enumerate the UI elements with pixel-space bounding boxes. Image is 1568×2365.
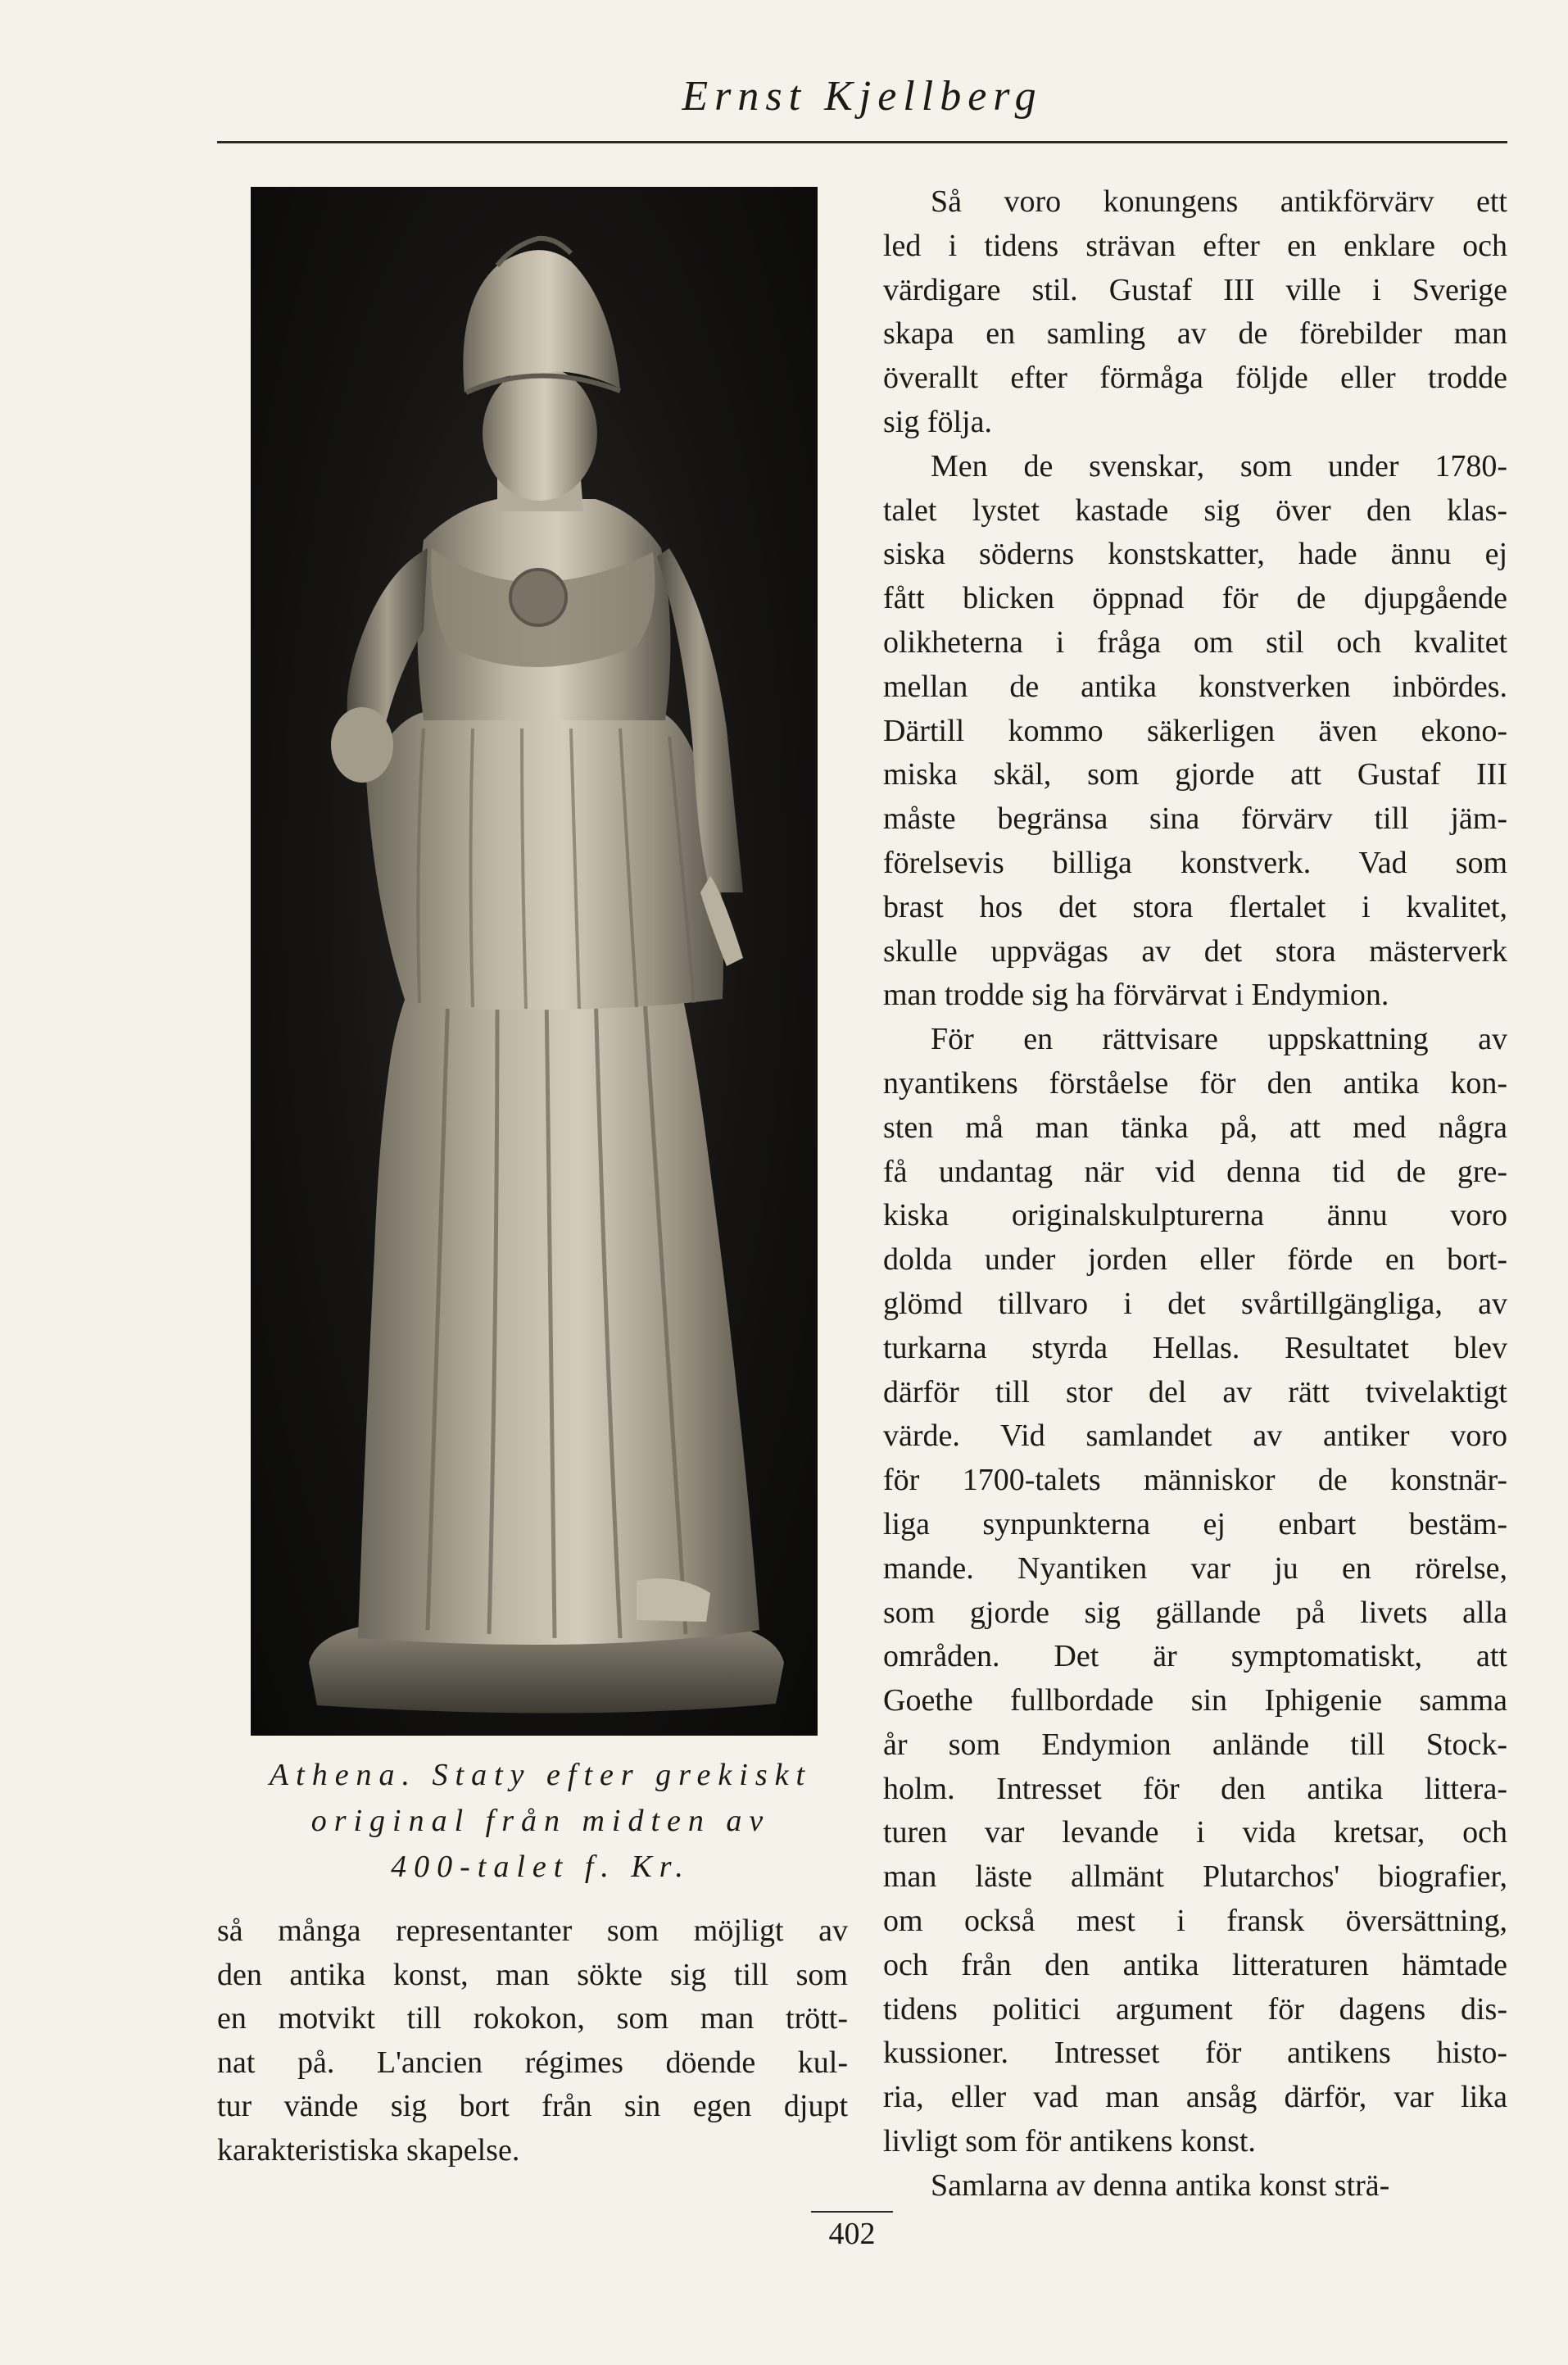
text-line: tidens politici argument för dagens dis-: [883, 1991, 1507, 2027]
text-line: skulle uppvägas av det stora mästerverk: [883, 933, 1507, 969]
text-line: för 1700-talets människor de konstnär-: [883, 1463, 1507, 1498]
text-line: områden. Det är symptomatiskt, att: [883, 1639, 1507, 1674]
text-line: en motvikt till rokokon, som man trött-: [217, 2001, 848, 2036]
text-line: Goethe fullbordade sin Iphigenie samma: [883, 1683, 1507, 1718]
statue-helmet: [463, 250, 620, 393]
text-line: brast hos det stora flertalet i kvalitet,: [883, 889, 1507, 924]
text-line: fått blicken öppnad för de djupgående: [883, 581, 1507, 616]
text-line: tur vände sig bort från sin egen djupt: [217, 2089, 848, 2124]
text-line: och från den antika litteraturen hämtade: [883, 1947, 1507, 1982]
statue-skirt: [358, 974, 759, 1645]
caption-line: original från midten av: [310, 1804, 771, 1838]
text-line: livligt som för antikens konst.: [883, 2124, 1256, 2159]
text-line: därför till stor del av rätt tvivelaktigt: [883, 1374, 1507, 1409]
text-line: kussioner. Intresset för antikens histo-: [883, 2036, 1507, 2071]
text-line: Men de svenskar, som under 1780-: [931, 448, 1507, 483]
text-line: dolda under jorden eller förde en bort-: [883, 1242, 1507, 1278]
text-line: värdigare stil. Gustaf III ville i Sverige: [883, 272, 1507, 307]
text-line: talet lystet kastade sig över den klas-: [883, 493, 1507, 528]
gorgoneion: [510, 570, 566, 625]
right-column-text: [883, 180, 1507, 2208]
text-line: om också mest i fransk översättning,: [883, 1904, 1507, 1939]
text-line: kiska originalskulpturerna ännu voro: [883, 1198, 1507, 1233]
text-line: man trodde sig ha förvärvat i Endymion.: [883, 978, 1389, 1013]
text-line: som gjorde sig gällande på livets alla: [883, 1595, 1507, 1630]
text-line: led i tidens strävan efter en enklare och: [883, 228, 1507, 263]
text-line: värde. Vid samlandet av antiker voro: [883, 1419, 1507, 1454]
text-line: turen var levande i vida kretsar, och: [883, 1815, 1507, 1850]
text-line: mellan de antika konstverken inbördes.: [883, 669, 1507, 704]
statue-face: [483, 366, 597, 501]
text-line: Samlarna av denna antika konst strä-: [931, 2168, 1390, 2203]
running-title: Ernst Kjellberg: [682, 73, 1043, 120]
text-line: glömd tillvaro i det svårtillgängliga, av: [883, 1286, 1507, 1321]
text-line: nyantikens förståelse för den antika kon-: [883, 1065, 1507, 1101]
text-line: siska söderns konstskatter, hade ännu ej: [883, 537, 1507, 572]
statue-illustration: [252, 188, 817, 1735]
text-line: holm. Intresset för den antika littera-: [883, 1771, 1507, 1806]
figure-caption: [217, 1752, 864, 1890]
text-line: få undantag när vid denna tid de gre-: [883, 1154, 1507, 1189]
text-line: nat på. L'ancien régimes döende kul-: [217, 2045, 848, 2080]
text-line: så många representanter som möjligt av: [217, 1913, 848, 1948]
text-line: karakteristiska skapelse.: [217, 2132, 520, 2168]
page-number: 402: [828, 2217, 876, 2251]
text-line: man läste allmänt Plutarchos' biografier,: [883, 1859, 1507, 1895]
caption-line: 400-talet f. Kr.: [391, 1850, 691, 1884]
left-column-text: [217, 1909, 848, 2173]
text-line: sig följa.: [883, 404, 992, 439]
text-line: förelsevis billiga konstverk. Vad som: [883, 845, 1507, 880]
text-line: den antika konst, man sökte sig till som: [217, 1957, 848, 1992]
text-line: För en rättvisare uppskattning av: [931, 1022, 1507, 1057]
caption-line: Athena. Staty efter grekiskt: [269, 1758, 813, 1792]
text-line: skapa en samling av de förebilder man: [883, 316, 1507, 352]
text-line: olikheterna i fråga om stil och kvalitet: [883, 624, 1507, 660]
text-line: år som Endymion anlände till Stock-: [883, 1727, 1507, 1762]
statue-left-hand: [331, 707, 393, 783]
text-line: ria, eller vad man ansåg därför, var lika: [883, 2080, 1507, 2115]
text-line: Därtill kommo säkerligen även ekono-: [883, 713, 1507, 748]
folio-rule: [811, 2211, 893, 2213]
text-line: liga synpunkterna ej enbart bestäm-: [883, 1506, 1507, 1541]
athena-statue-photo: [251, 187, 818, 1736]
text-line: turkarna styrda Hellas. Resultatet blev: [883, 1330, 1507, 1365]
header-rule: [217, 141, 1507, 143]
text-line: överallt efter förmåga följde eller trodde: [883, 361, 1507, 396]
text-line: sten må man tänka på, att med några: [883, 1110, 1507, 1145]
text-line: miska skäl, som gjorde att Gustaf III: [883, 757, 1507, 792]
text-line: Så voro konungens antikförvärv ett: [931, 184, 1507, 219]
text-line: mande. Nyantiken var ju en rörelse,: [883, 1550, 1507, 1586]
text-line: måste begränsa sina förvärv till jäm-: [883, 801, 1507, 837]
